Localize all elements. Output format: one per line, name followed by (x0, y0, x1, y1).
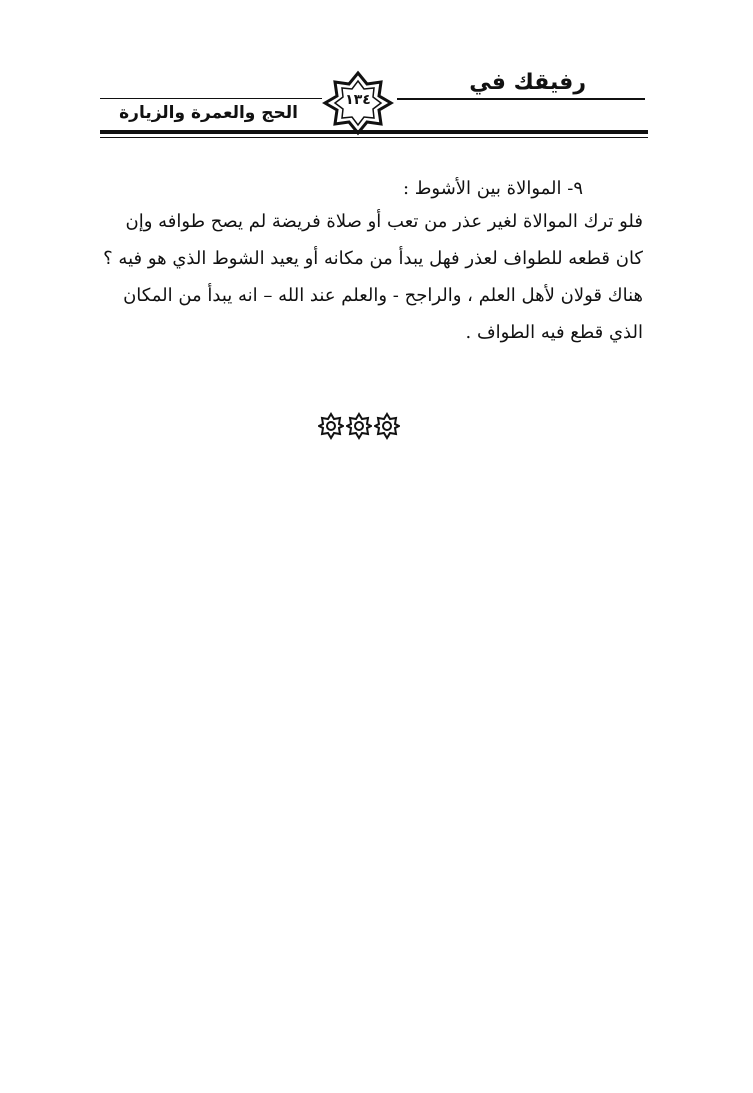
paragraph-line-2: كان قطعه للطواف لعذر فهل يبدأ من مكانه أو يعيد الشوط الذي هو فيه ؟ (103, 248, 643, 269)
paragraph-line-1: فلو ترك الموالاة لغير عذر من تعب أو صلاة فريضة لم يصح طوافه وإن (125, 211, 643, 232)
star-ornament-icon (374, 412, 400, 440)
header-top-rule-left (100, 98, 322, 99)
star-ornament-icon (318, 412, 344, 440)
book-title-part1: رفيقك في (469, 70, 586, 95)
section-heading: ٩- الموالاة بين الأشوط : (402, 178, 583, 199)
page-number: ١٣٤ (345, 92, 371, 108)
section-end-ornament (318, 412, 402, 442)
paragraph-line-3: هناك قولان لأهل العلم ، والراجح - والعلم عند الله – انه يبدأ من المكان (123, 285, 643, 306)
paragraph-line-4: الذي قطع فيه الطواف . (465, 322, 643, 343)
star-ornament-icon (346, 412, 372, 440)
header-top-rule (397, 98, 645, 100)
header-bottom-rule-thin (100, 137, 648, 138)
header-bottom-rule-thick (100, 130, 648, 134)
book-title-part2: الحج والعمرة والزيارة (119, 103, 298, 123)
